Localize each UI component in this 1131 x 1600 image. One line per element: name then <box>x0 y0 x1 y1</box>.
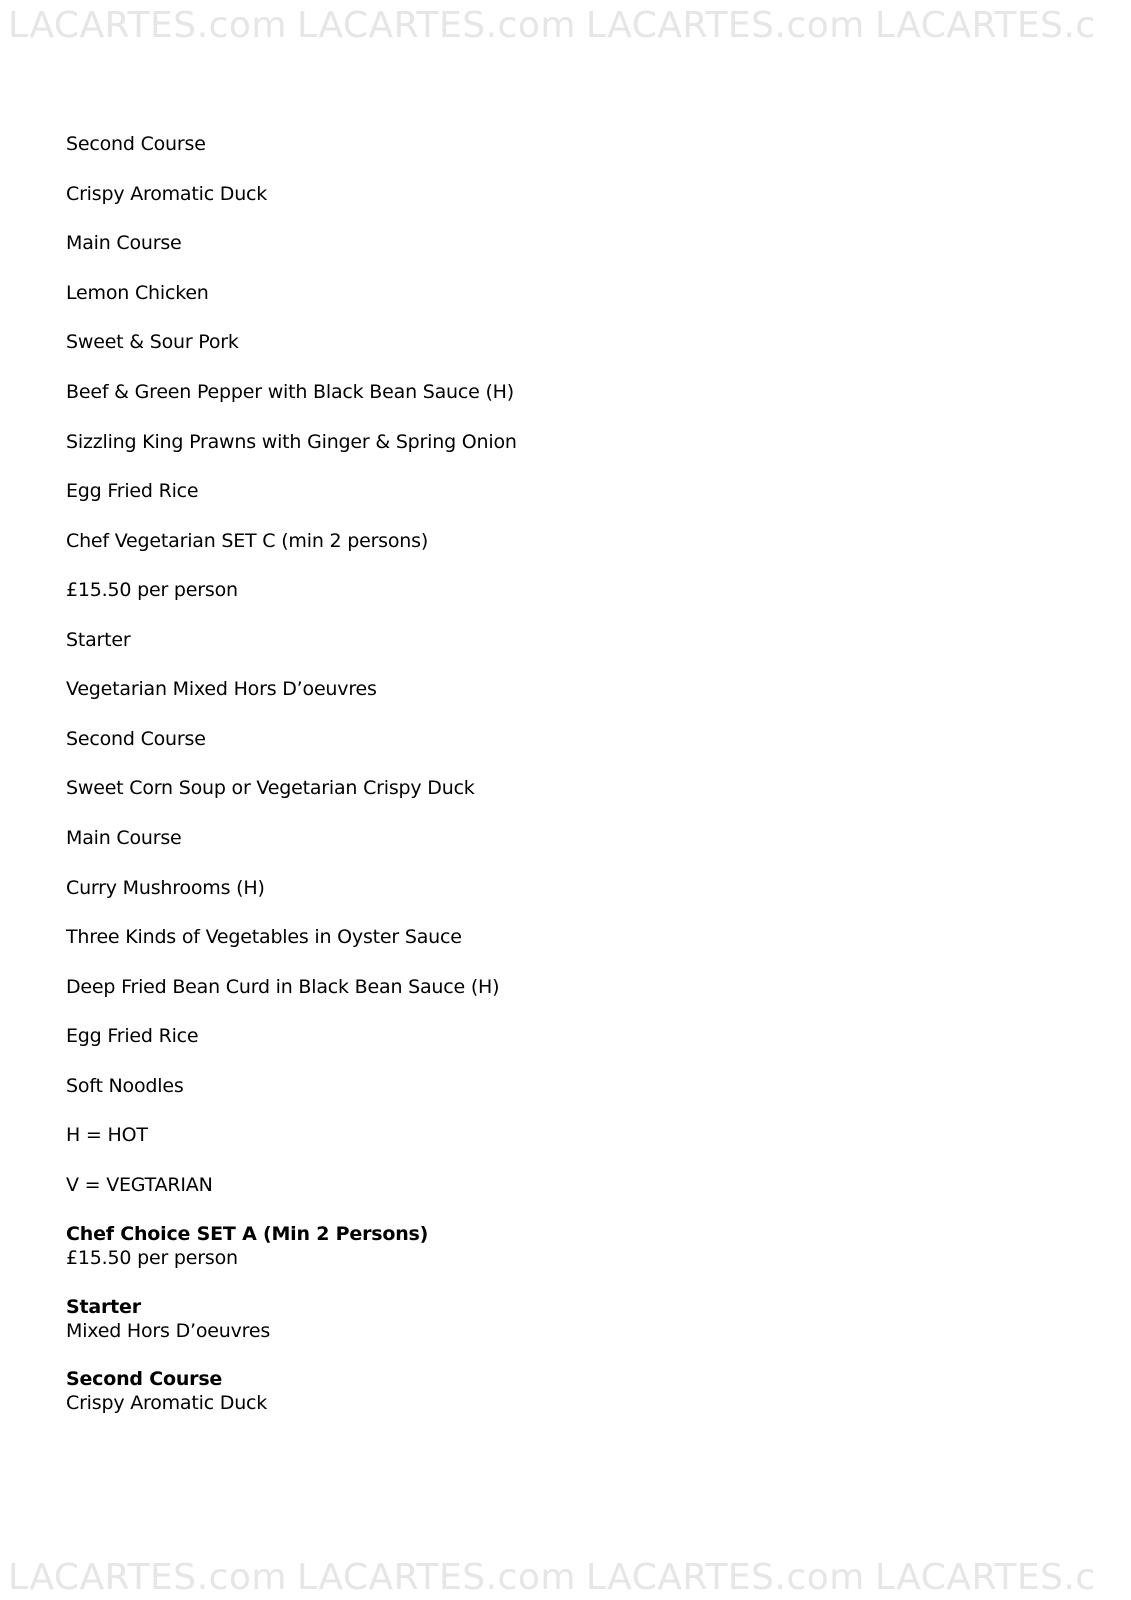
set-title: Chef Vegetarian SET C (min 2 persons) <box>66 530 429 552</box>
set-a-second-item: Crispy Aromatic Duck <box>66 1392 268 1414</box>
menu-item: Sweet & Sour Pork <box>66 331 239 353</box>
course-heading-second: Second Course <box>66 728 206 750</box>
menu-item: Egg Fried Rice <box>66 480 199 502</box>
menu-item: Sweet Corn Soup or Vegetarian Crispy Duck <box>66 777 475 799</box>
watermark-text: LACARTES.c <box>874 1560 1096 1596</box>
menu-item: Deep Fried Bean Curd in Black Bean Sauce (H) <box>66 976 500 998</box>
watermark-text: LACARTES.com <box>585 1560 865 1596</box>
menu-item: Soft Noodles <box>66 1075 184 1097</box>
menu-item: Lemon Chicken <box>66 282 209 304</box>
menu-item: Curry Mushrooms (H) <box>66 877 265 899</box>
menu-item: Three Kinds of Vegetables in Oyster Sauce <box>66 926 462 948</box>
watermark-text: LACARTES.com <box>296 1560 576 1596</box>
watermark-text: LACARTES.com <box>8 8 287 44</box>
watermark-text: LACARTES.c <box>874 8 1096 44</box>
set-a-starter-item: Mixed Hors D’oeuvres <box>66 1320 271 1342</box>
menu-item: Vegetarian Mixed Hors D’oeuvres <box>66 678 377 700</box>
course-heading-main: Main Course <box>66 232 182 254</box>
course-heading-main: Main Course <box>66 827 182 849</box>
set-a-price: £15.50 per person <box>66 1247 238 1269</box>
set-a-starter-heading: Starter <box>66 1296 141 1318</box>
menu-item: Crispy Aromatic Duck <box>66 183 268 205</box>
legend-hot: H = HOT <box>66 1124 148 1146</box>
menu-item: Egg Fried Rice <box>66 1025 199 1047</box>
course-heading-second: Second Course <box>66 133 206 155</box>
watermark-top <box>8 8 1131 44</box>
legend-vegetarian: V = VEGTARIAN <box>66 1174 213 1196</box>
menu-item: Sizzling King Prawns with Ginger & Spring Onion <box>66 431 517 453</box>
watermark-text: LACARTES.com <box>585 8 865 44</box>
course-heading-starter: Starter <box>66 629 131 651</box>
set-a-title: Chef Choice SET A (Min 2 Persons) <box>66 1223 429 1245</box>
watermark-text: LACARTES.com <box>8 1560 287 1596</box>
menu-item: Beef & Green Pepper with Black Bean Sauce (H) <box>66 381 514 403</box>
set-a-second-heading: Second Course <box>66 1368 223 1390</box>
watermark-text: LACARTES.com <box>296 8 576 44</box>
watermark-bottom <box>8 1560 1131 1596</box>
set-price: £15.50 per person <box>66 579 238 601</box>
